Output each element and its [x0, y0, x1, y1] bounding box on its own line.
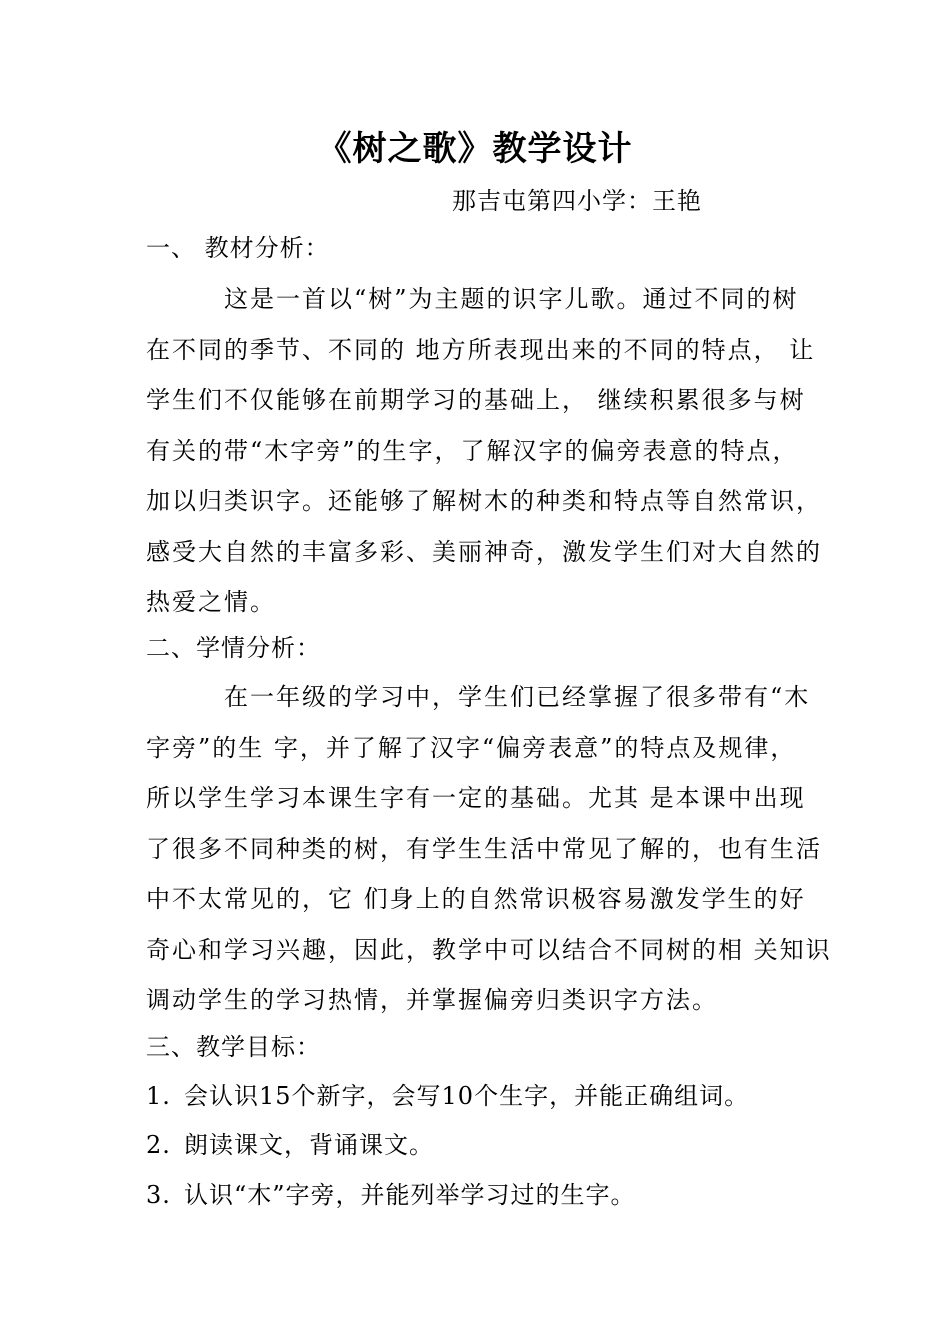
paragraph-line: 在不同的季节、不同的 地方所表现出来的不同的特点， 让 — [146, 335, 816, 364]
paragraph-line: 这是一首以“树”为主题的识字儿歌。通过不同的树 — [224, 285, 799, 313]
document-title: 《树之歌》教学设计 — [317, 129, 633, 169]
paragraph-line: 感受大自然的丰富多彩、美丽神奇，激发学生们对大自然的 — [146, 537, 822, 566]
goal-number: 3. — [146, 1181, 171, 1209]
goal-item — [146, 1179, 636, 1211]
paragraph-line: 了很多不同种类的树，有学生生活中常见了解的，也有生活 — [146, 834, 822, 863]
paragraph-line: 所以学生学习本课生字有一定的基础。尤其 是本课中出现 — [146, 784, 806, 812]
section-heading-teaching-goals: 三、教学目标： — [146, 1033, 321, 1061]
section-heading-learner-analysis: 二、学情分析： — [146, 634, 321, 662]
paragraph-line: 热爱之情。 — [146, 588, 276, 616]
goal-text: 朗读课文，背诵课文。 — [184, 1131, 434, 1159]
paragraph-line: 在一年级的学习中，学生们已经掌握了很多带有“木 — [224, 683, 811, 711]
paragraph-textbook-analysis — [146, 274, 822, 628]
goal-text: 认识“木”字旁，并能列举学习过的生字。 — [184, 1181, 636, 1209]
paragraph-learner-analysis — [146, 672, 832, 1026]
paragraph-line: 字旁”的生 字，并了解了汉字“偏旁表意”的特点及规律， — [146, 733, 797, 762]
goal-number: 1. — [146, 1082, 171, 1110]
paragraph-line: 中不太常见的，它 们身上的自然常识极容易激发学生的好 — [146, 885, 806, 913]
paragraph-line: 加以归类识字。还能够了解树木的种类和特点等自然常识， — [146, 487, 822, 515]
paragraph-line: 学生们不仅能够在前期学习的基础上， 继续积累很多与树 — [146, 386, 806, 414]
paragraph-line: 调动学生的学习热情，并掌握偏旁归类识字方法。 — [146, 986, 718, 1014]
paragraph-line: 有关的带“木字旁”的生字，了解汉字的偏旁表意的特点， — [146, 436, 799, 465]
paragraph-line: 奇心和学习兴趣，因此，教学中可以结合不同树的相 关知识 — [146, 935, 832, 964]
author-line: 那吉屯第四小学：王艳 — [452, 187, 702, 215]
goal-item — [146, 1129, 434, 1161]
section-heading-textbook-analysis: 一、 教材分析： — [146, 234, 330, 262]
goal-number: 2. — [146, 1131, 171, 1159]
goal-text: 会认识15个新字，会写10个生字，并能正确组词。 — [184, 1082, 750, 1110]
goal-item — [146, 1080, 749, 1112]
